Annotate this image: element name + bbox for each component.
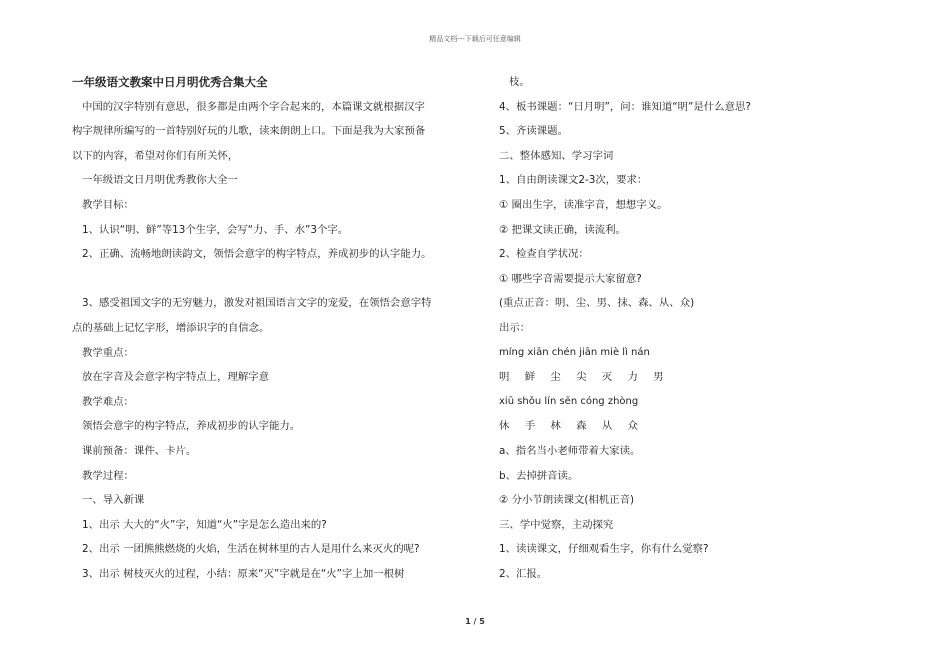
intro-line-2: 构字规律所编写的一首特别好玩的儿歌，读来朗朗上口。下面是我为大家预备 (72, 125, 426, 138)
step-2-2: 2、检查自学状况： (499, 248, 589, 261)
key-text: 放在字音及会意字构字特点上，理解字意 (82, 371, 270, 384)
key-heading: 教学重点： (82, 346, 134, 359)
right-column (499, 70, 889, 586)
goal-2: 2、正确、流畅地朗读韵文，领悟会意字的构字特点，养成初步的认字能力。 (82, 248, 432, 261)
task-1: ① 圈出生字，读准字音，想想字义。 (499, 198, 668, 211)
show-label: 出示： (499, 321, 531, 334)
task-4: ② 分小节朗读课文(相机正音) (499, 494, 635, 507)
step-1-2: 2、出示 一团熊熊燃烧的火焰，生活在树林里的古人是用什么来灭火的呢? (82, 543, 420, 556)
section-1-heading: 一、导入新课 (82, 494, 145, 507)
step-1-4: 4、板书课题：“日月明”，问：谁知道“明”是什么意思? (499, 100, 751, 113)
section-2-heading: 二、整体感知、学习字词 (499, 149, 614, 162)
step-1-1: 1、出示 大大的“火”字，知道“火”字是怎么造出来的? (82, 518, 327, 531)
difficulty-text: 领悟会意字的构字特点，养成初步的认字能力。 (82, 420, 301, 433)
process-heading: 教学过程： (82, 469, 134, 482)
header-note: 精品文档---下载后可任意编辑 (429, 35, 521, 43)
difficulty-heading: 教学难点： (82, 395, 134, 408)
pinyin-row-2: xiū shǒu lín sēn cóng zhòng (499, 395, 639, 407)
step-1-3: 3、出示 树枝灭火的过程，小结：原来“灭”字就是在“火”字上加一根树 (82, 567, 405, 580)
activity-b: b、去掉拼音读。 (499, 469, 579, 482)
subtitle: 一年级语文日月明优秀教你大全一 (82, 174, 238, 187)
pronunciation-note: (重点正音：明、尘、男、抹、森、从、众) (499, 297, 695, 310)
continuation: 枝。 (509, 76, 530, 88)
page-number: 1 / 5 (465, 617, 485, 626)
intro-line-1: 中国的汉字特别有意思，很多都是由两个字合起来的，本篇课文就根据汉字 (82, 100, 425, 113)
preparation: 课前预备：课件、卡片。 (82, 444, 197, 457)
characters-row-2: 休 手 林 森 从 众 (499, 420, 644, 433)
goal-3-line-1: 3、感受祖国文字的无穷魅力，激发对祖国语言文字的宠爱，在领悟会意字特 (82, 297, 432, 310)
characters-row-1: 明 鲜 尘 尖 灭 力 男 (499, 371, 670, 384)
step-1-5: 5、齐读课题。 (499, 125, 568, 138)
task-2: ② 把课文读正确，读流利。 (499, 223, 626, 236)
pinyin-row-1: míng xiān chén jiān miè lì nán (499, 346, 650, 358)
step-3-2: 2、汇报。 (499, 567, 548, 580)
step-2-1: 1、自由朗读课文2-3次，要求： (499, 174, 648, 187)
goal-1: 1、认识“明、鲜”等13个生字，会写“力、手、水”3个字。 (82, 223, 349, 236)
intro-line-3: 以下的内容，希望对你们有所关怀， (72, 149, 239, 162)
step-3-1: 1、读读课文，仔细观看生字，你有什么觉察? (499, 543, 709, 556)
left-column (72, 70, 464, 586)
document-title: 一年级语文教案中日月明优秀合集大全 (72, 75, 268, 89)
goal-3-line-2: 点的基础上记忆字形，增添识字的自信念。 (72, 321, 270, 334)
section-3-heading: 三、学中觉察，主动探究 (499, 518, 614, 531)
task-3: ① 哪些字音需要提示大家留意? (499, 272, 642, 285)
activity-a: a、指名当小老师带着大家读。 (499, 444, 641, 457)
goals-heading: 教学目标： (82, 198, 134, 211)
